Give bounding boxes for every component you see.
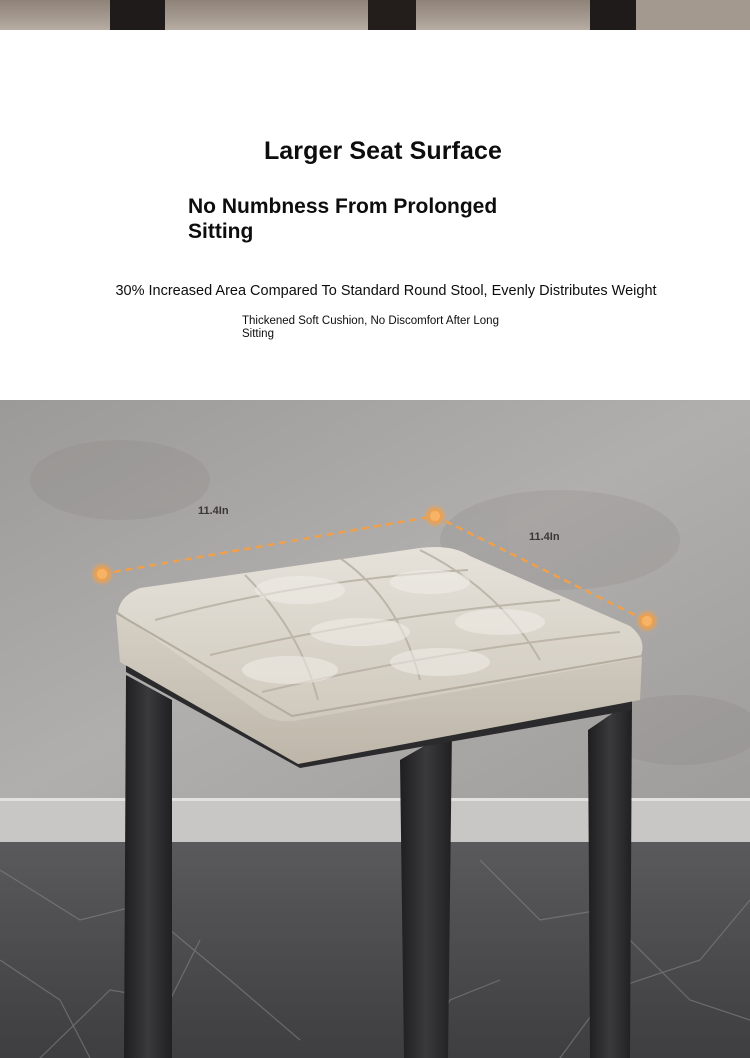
cushion-description: Thickened Soft Cushion, No Discomfort After Long Sitting (242, 315, 499, 340)
marble-floor (0, 842, 750, 1058)
area-description: 30% Increased Area Compared To Standard Round Stool, Evenly Distributes Weight (115, 283, 657, 299)
section-title: Larger Seat Surface (263, 137, 503, 165)
width-label: 11.4In (198, 505, 229, 517)
depth-label: 11.4In (529, 531, 560, 543)
feature-text-section (0, 30, 750, 400)
baseboard (0, 798, 750, 842)
section-subtitle: No Numbness From Prolonged Sitting (188, 195, 498, 243)
stool-product-photo (0, 400, 750, 1058)
previous-photo-strip (0, 0, 750, 30)
